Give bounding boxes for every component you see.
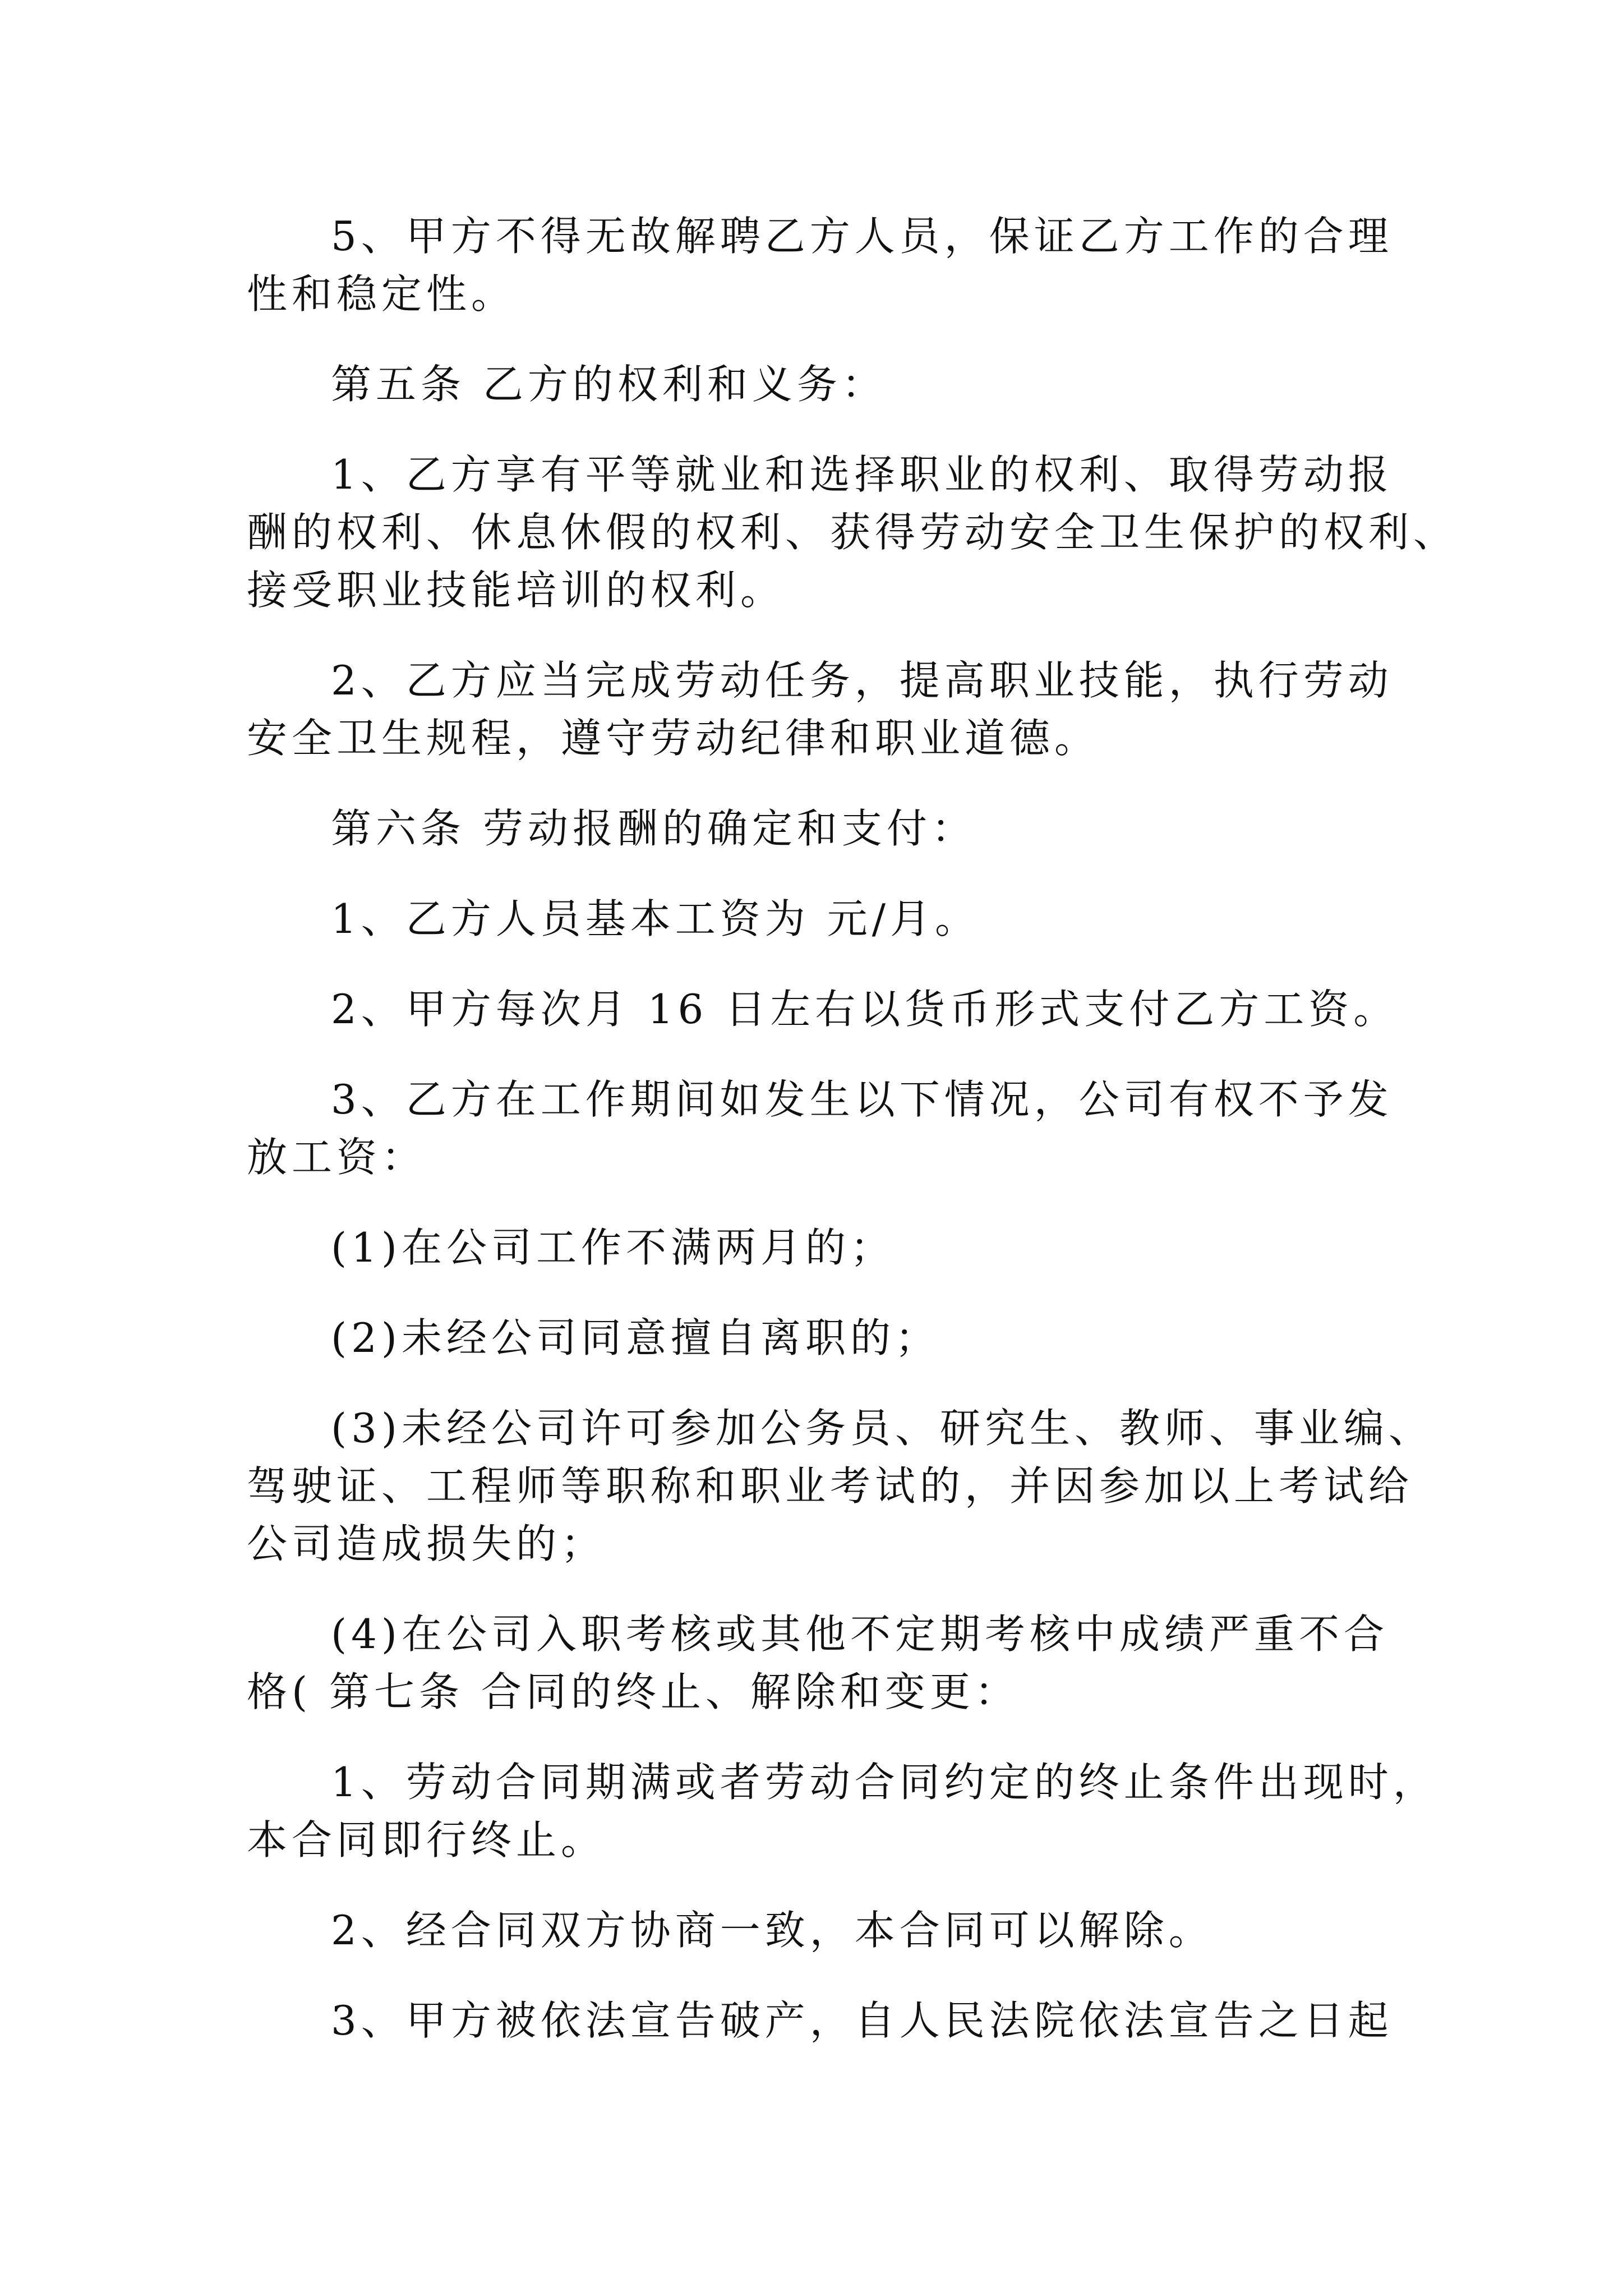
text-line: 1、劳动合同期满或者劳动合同约定的终止条件出现时， [331, 1759, 1438, 1806]
text-line: 1、乙方人员基本工资为 元/月。 [331, 895, 980, 942]
text-line: 安全卫生规程，遵守劳动纪律和职业道德。 [247, 715, 1100, 762]
list-item: (3)未经公司许可参加公务员、研究生、教师、事业编、 [331, 1405, 1433, 1452]
text-line: 3、乙方在工作期间如发生以下情况，公司有权不予发 [331, 1076, 1393, 1123]
section-heading: 第五条 乙方的权利和义务： [331, 361, 887, 408]
text-line: 格( 第七条 合同的终止、解除和变更： [247, 1668, 1020, 1715]
text-line: 酬的权利、休息休假的权利、获得劳动安全卫生保护的权利、 [247, 509, 1459, 556]
text-line: 3、甲方被依法宣告破产，自人民法院依法宣告之日起 [331, 1997, 1393, 2044]
text-line: 性和稳定性。 [247, 270, 517, 318]
list-item: (2)未经公司同意擅自离职的； [331, 1314, 940, 1361]
text-line: 接受职业技能培训的权利。 [247, 567, 786, 614]
text-line: 放工资： [247, 1134, 427, 1181]
document-body [247, 208, 1459, 2050]
text-line: 5、甲方不得无故解聘乙方人员，保证乙方工作的合理 [331, 213, 1393, 260]
section-heading: 第六条 劳动报酬的确定和支付： [331, 805, 976, 852]
text-line: 2、乙方应当完成劳动任务，提高职业技能，执行劳动 [331, 657, 1393, 704]
text-line: 1、乙方享有平等就业和选择职业的权利、取得劳动报 [331, 451, 1393, 498]
text-line: 驾驶证、工程师等职称和职业考试的，并因参加以上考试给 [247, 1462, 1414, 1510]
text-line: 2、甲方每次月 16 日左右以货币形式支付乙方工资。 [331, 986, 1399, 1033]
text-line: 公司造成损失的； [247, 1520, 606, 1567]
text-line: 2、经合同双方协商一致，本合同可以解除。 [331, 1907, 1214, 1954]
list-item: (4)在公司入职考核或其他不定期考核中成绩严重不合 [331, 1611, 1389, 1658]
text-line: 本合同即行终止。 [247, 1816, 606, 1864]
list-item: (1)在公司工作不满两月的； [331, 1224, 895, 1271]
